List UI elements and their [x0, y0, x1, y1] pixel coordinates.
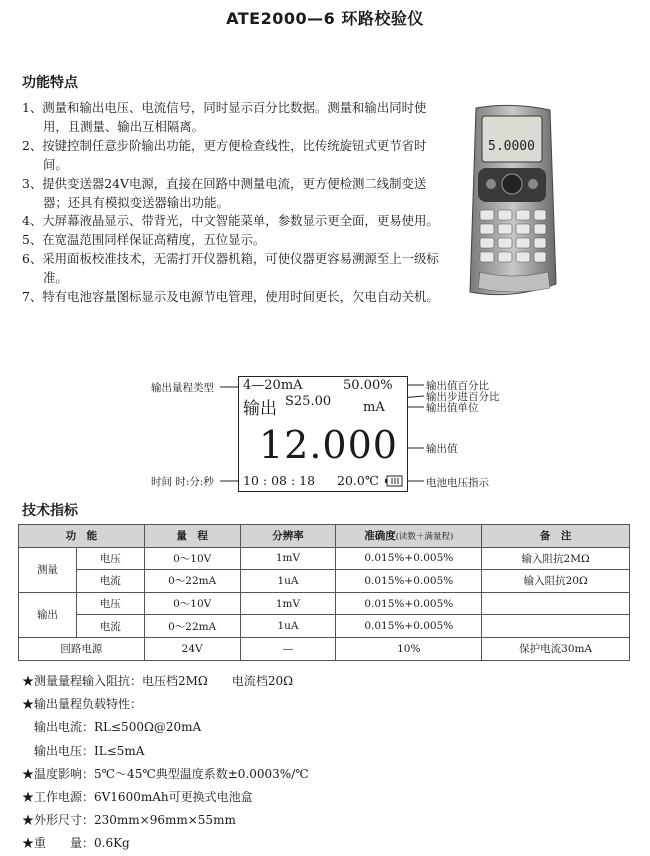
header-notes: 备 注	[482, 525, 630, 548]
cell-range: 0～10V	[144, 592, 240, 615]
page-title: ATE2000—6 环路校验仪	[226, 9, 424, 28]
cell-res: —	[240, 637, 336, 660]
cell-func: 电流	[76, 570, 144, 593]
cell-range: 0～22mA	[144, 615, 240, 638]
table-header-row	[19, 525, 630, 548]
lcd-time: 10 : 08 : 18	[243, 473, 316, 488]
lcd-display	[238, 376, 408, 492]
cell-res: 1mV	[240, 592, 336, 615]
lcd-percent: 50.00%	[343, 378, 393, 393]
cell-range: 0～22mA	[144, 570, 240, 593]
label-value: 输出值	[426, 443, 458, 455]
cell-func: 电压	[76, 547, 144, 570]
cell-note: 输入阻抗2MΩ	[482, 547, 630, 570]
lcd-temp: 20.0℃	[337, 473, 379, 488]
feature-item: 4、大屏幕液晶显示、带背光，中文智能菜单，参数显示更全面，更易使用。	[22, 213, 439, 229]
note-line: ★输出量程负载特性：	[22, 697, 143, 712]
header-resolution: 分辨率	[240, 525, 336, 548]
cell-res: 1uA	[240, 615, 336, 638]
label-time: 时间 时:分:秒	[151, 476, 214, 488]
label-unit: 输出值单位	[426, 402, 479, 414]
table-row	[19, 637, 630, 660]
label-step: 输出步进百分比	[426, 391, 500, 403]
note-line: ★工作电源：6V1600mAh可更换式电池盒	[22, 790, 253, 805]
label-range-type: 输出量程类型	[151, 382, 214, 394]
note-line: ★重 量：0.6Kg	[22, 836, 130, 851]
spec-table	[18, 524, 630, 661]
cell-note	[482, 592, 630, 615]
note-line: 输出电压：IL≤5mA	[34, 743, 145, 758]
note-line: ★温度影响：5℃～45℃典型温度系数±0.0003%/℃	[22, 766, 309, 781]
header-function: 功 能	[19, 525, 145, 548]
label-percent: 输出值百分比	[426, 380, 489, 392]
cell-acc: 10%	[336, 637, 482, 660]
feature-item: 7、特有电池容量图标显示及电源节电管理，使用时间更长，欠电自动关机。	[22, 289, 439, 305]
lcd-range: 4—20mA	[243, 378, 303, 393]
cell-note: 保护电流30mA	[482, 637, 630, 660]
cell-note: 输入阻抗20Ω	[482, 570, 630, 593]
table-row	[19, 547, 630, 570]
header-accuracy: 准确度(读数＋满量程)	[336, 525, 482, 548]
feature-item: 1、测量和输出电压、电流信号，同时显示百分比数据。测量和输出同时使用，且测量、输出互相隔离。	[22, 100, 427, 134]
device-photo	[466, 104, 558, 300]
cell-range: 24V	[144, 637, 240, 660]
spec-notes	[22, 670, 309, 856]
table-row	[19, 570, 630, 593]
lcd-mode: 输出	[243, 399, 277, 419]
header-range: 量 程	[144, 525, 240, 548]
label-battery: 电池电压指示	[426, 477, 489, 489]
battery-icon	[385, 475, 403, 487]
group-output: 输出	[19, 592, 77, 637]
features-heading: 功能特点	[22, 75, 78, 91]
cell-acc: 0.015%+0.005%	[336, 615, 482, 638]
cell-note	[482, 615, 630, 638]
note-line: ★外形尺寸：230mm×96mm×55mm	[22, 813, 236, 828]
feature-item: 5、在宽温范围同样保证高精度，五位显示。	[22, 232, 266, 248]
group-measure: 测量	[19, 547, 77, 592]
device-screen-value: 5.0000	[488, 139, 535, 154]
lcd-unit: mA	[363, 400, 385, 415]
feature-item: 2、按键控制任意步阶输出功能，更方便检查线性，比传统旋钮式更节省时间。	[22, 137, 427, 172]
cell-acc: 0.015%+0.005%	[336, 547, 482, 570]
lcd-step: S25.00	[285, 394, 332, 409]
lcd-value: 12.000	[259, 423, 398, 467]
note-line: ★测量量程输入阻抗：电压档2MΩ 电流档20Ω	[22, 674, 294, 688]
cell-func: 电压	[76, 592, 144, 615]
cell-acc: 0.015%+0.005%	[336, 592, 482, 615]
cell-res: 1uA	[240, 570, 336, 593]
feature-item: 6、采用面板校准技术，无需打开仪器机箱，可使仪器更容易溯源至上一级标准。	[22, 251, 439, 286]
table-row	[19, 592, 630, 615]
cell-range: 0～10V	[144, 547, 240, 570]
cell-func: 电流	[76, 615, 144, 638]
spec-heading: 技术指标	[22, 503, 78, 519]
table-row	[19, 615, 630, 638]
note-line: 输出电流：RL≤500Ω@20mA	[34, 720, 202, 735]
feature-item: 3、提供变送器24V电源，直接在回路中测量电流，更方便检测二线制变送器；还具有模拟变送器输出功能。	[22, 175, 427, 210]
cell-acc: 0.015%+0.005%	[336, 570, 482, 593]
features-list	[22, 99, 442, 307]
cell-res: 1mV	[240, 547, 336, 570]
cell-func: 回路电源	[19, 637, 145, 660]
